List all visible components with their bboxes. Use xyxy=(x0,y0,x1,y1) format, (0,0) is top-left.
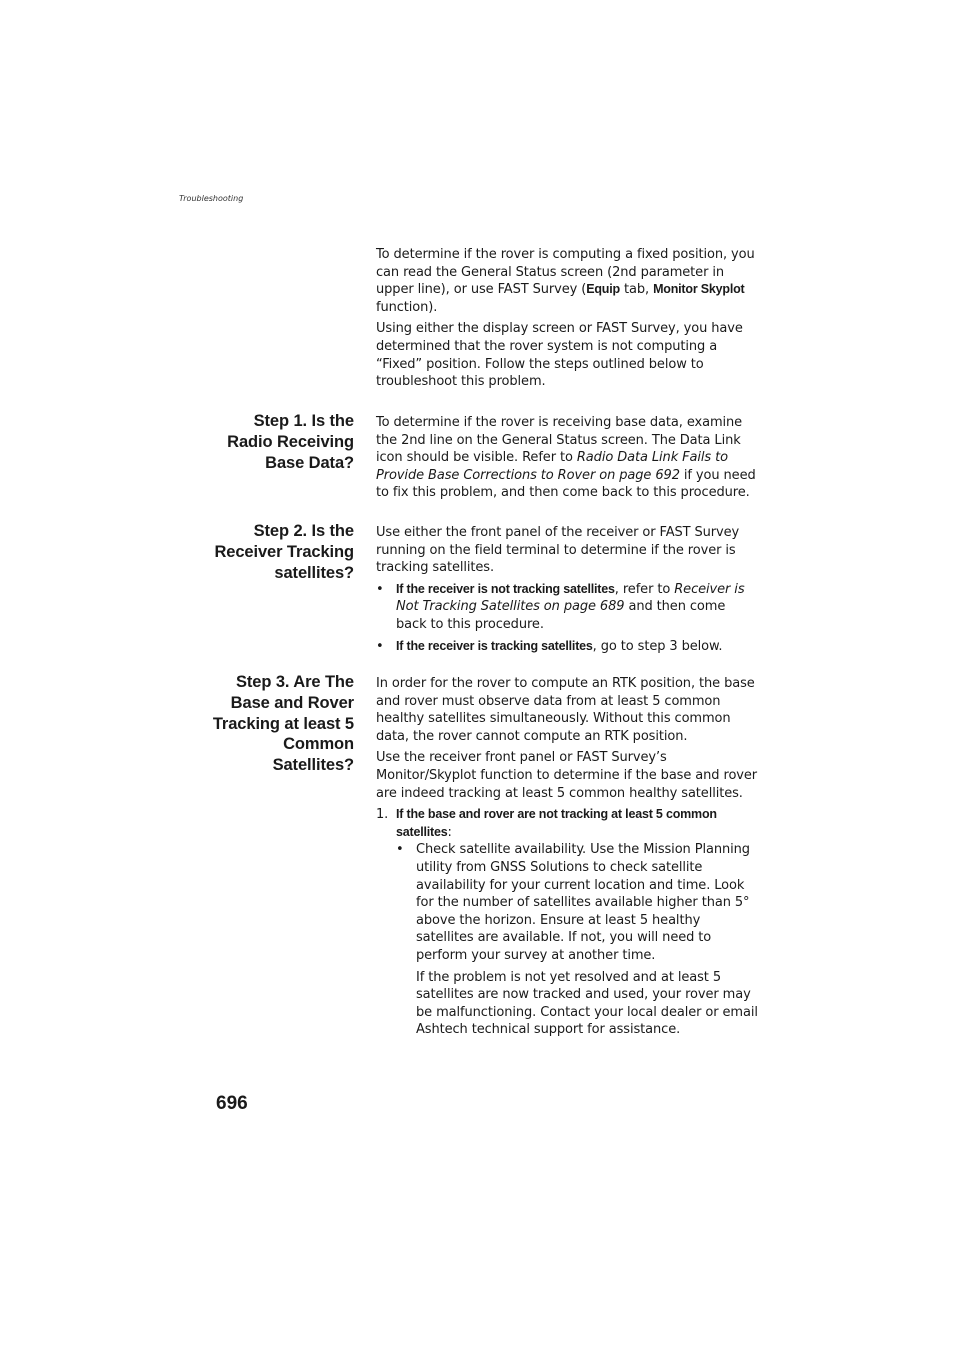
step1-paragraph: To determine if the rover is receiving base data, examine the 2nd line on the General Status screen. The Data Link icon should be visible. Refer to Radio Data Link Fails to Provide Base Corrections to Rover on page 692 if you need to fix this problem, and then come back to this procedure. xyxy=(376,415,756,501)
followup-paragraph: If the problem is not yet resolved and at least 5 satellites are now tracked and used, your rover may be malfunctioning. Contact your local dealer or email Ashtech technical support for assistance. xyxy=(416,969,758,1038)
list-item: • If the receiver is not tracking satellites, refer to Receiver is Not Tracking Satellites on page 689 and then come back to this procedure. xyxy=(376,581,745,632)
step2-body xyxy=(376,524,758,659)
bullet-glyph: • xyxy=(376,638,384,654)
list-item: 1. If the base and rover are not tracking at least 5 common satellites: • Check satellite availability. Use the Mission Planning utility from GNSS Solutions to check satellite availability for your current location and time. Look for the number of satellites available higher than 5° above the horizon. Ensure at least 5 healthy satellites are available. If not, you will need to perform your survey at another time. If the problem is not yet resolved and at least 5 satellites are now tracked and used, your rover may be malfunctioning. Contact your local dealer or email Ashtech technical support for assistance. xyxy=(376,807,758,1038)
bullet-glyph: • xyxy=(376,581,384,597)
monitor-skyplot-label: Monitor Skyplot xyxy=(653,282,745,297)
step3-sub-bullet-list xyxy=(396,841,758,1039)
step3-body xyxy=(376,675,758,1043)
step3-numbered-list xyxy=(376,806,758,1039)
intro-paragraph-2: Using either the display screen or FAST Survey, you have determined that the rover system is not computing a “Fixed” position. Follow the steps outlined below to troubleshoot this problem. xyxy=(376,321,743,390)
step3-heading: Step 3. Are The Base and Rover Tracking at least 5 Common Satellites? xyxy=(212,673,354,775)
equip-tab-label: Equip xyxy=(586,282,620,297)
running-header: Troubleshooting xyxy=(179,194,244,203)
step3-paragraph-2: Use the receiver front panel or FAST Survey’s Monitor/Skyplot function to determine if the base and rover are indeed tracking at least 5 common healthy satellites. xyxy=(376,750,758,801)
step3-paragraph-1: In order for the rover to compute an RTK position, the base and rover must observe data from at least 5 common healthy satellites simultaneously. Without this common data, the rover cannot compute an RTK position. xyxy=(376,676,755,744)
step2-cross-reference: Receiver is Not Tracking Satellites on page 689 xyxy=(396,581,745,615)
step1-cross-reference: Radio Data Link Fails to Provide Base Corrections to Rover on page 692 xyxy=(376,450,728,483)
page-number: 696 xyxy=(216,1093,248,1114)
list-item: • If the receiver is tracking satellites, go to step 3 below. xyxy=(376,638,723,654)
list-item: • Check satellite availability. Use the Mission Planning utility from GNSS Solutions to check satellite availability for your current location and time. Look for the number of satellites available higher than 5° above the horizon. Ensure at least 5 healthy satellites are available. If not, you will need to perform your survey at another time. If the problem is not yet resolved and at least 5 satellites are now tracked and used, your rover may be malfunctioning. Contact your local dealer or email Ashtech technical support for assistance. xyxy=(396,842,758,1038)
step1-heading: Step 1. Is the Radio Receiving Base Data? xyxy=(227,412,354,472)
list-number: 1. xyxy=(376,807,389,823)
step1-body xyxy=(376,414,758,506)
step2-bullet-list xyxy=(376,581,758,655)
intro-section xyxy=(376,246,758,395)
step2-paragraph: Use either the front panel of the receiver or FAST Survey running on the field terminal to determine if the rover is tracking satellites. xyxy=(376,525,740,576)
bullet-glyph: • xyxy=(396,842,404,858)
step2-heading: Step 2. Is the Receiver Tracking satellites? xyxy=(214,522,354,582)
intro-paragraph-1: To determine if the rover is computing a fixed position, you can read the General Status screen (2nd parameter in upper line), or use FAST Survey (Equip tab, Monitor Skyplot function). xyxy=(376,247,755,315)
